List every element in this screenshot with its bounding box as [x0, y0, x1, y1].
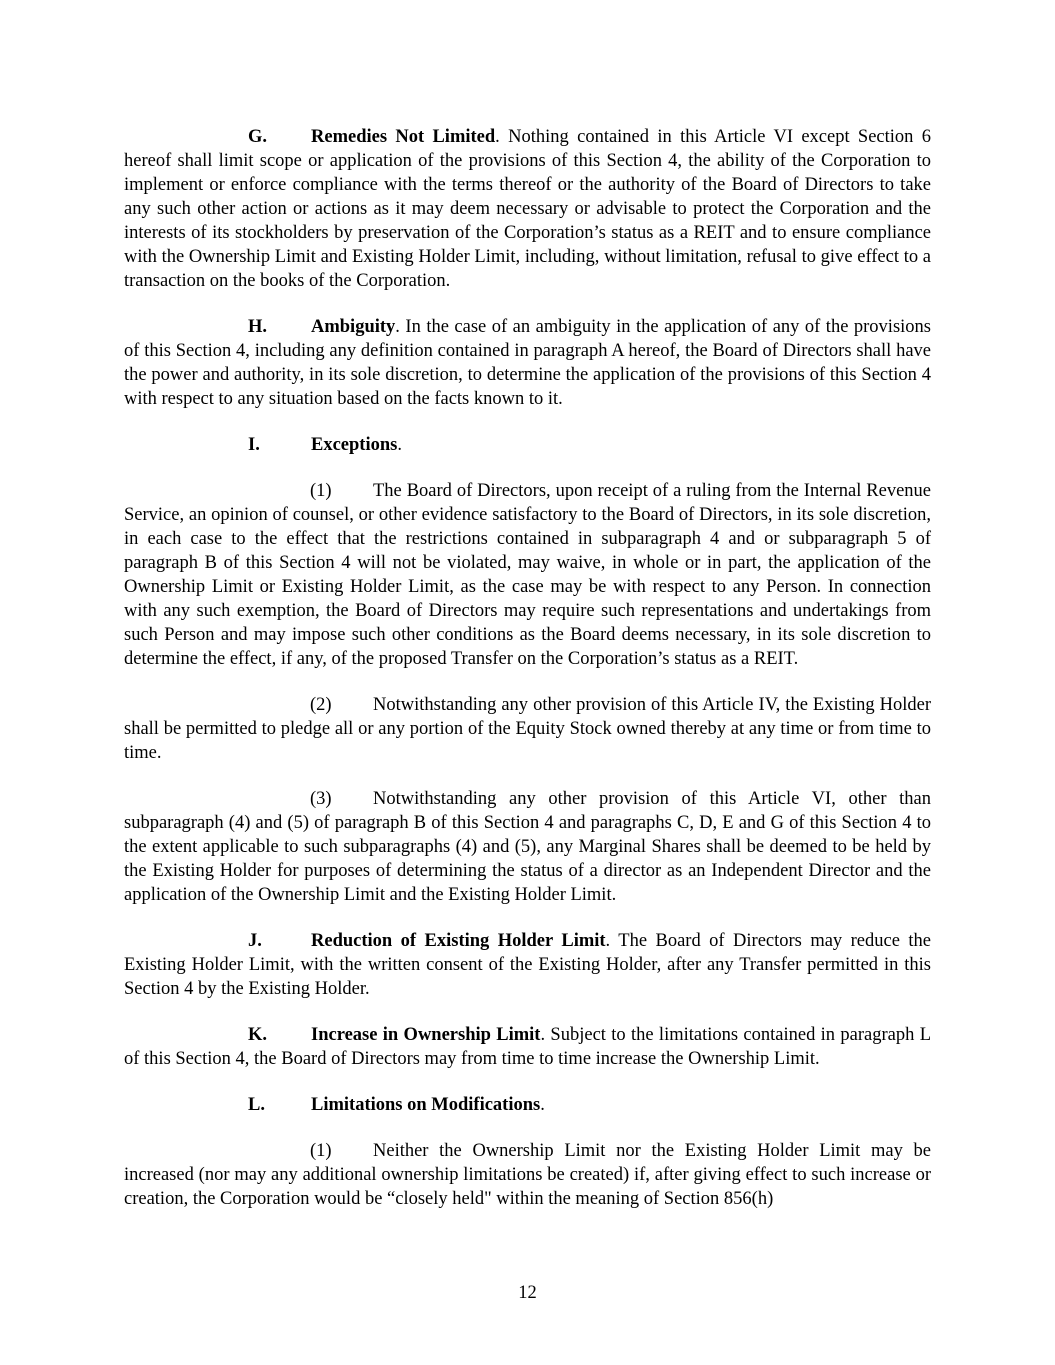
section-j-title: Reduction of Existing Holder Limit: [311, 931, 606, 951]
section-k-punct: .: [540, 1025, 546, 1045]
section-g-punct: .: [495, 127, 500, 147]
section-h-title: Ambiguity: [311, 317, 396, 337]
section-l-letter: L.: [248, 1095, 265, 1115]
section-i-heading: [124, 433, 931, 457]
section-g: [124, 125, 931, 293]
section-g-letter: G.: [248, 127, 268, 147]
section-i-sub-1-number: (1): [310, 481, 332, 501]
section-l-sub-1-body: Neither the Ownership Limit nor the Existing Holder Limit may be increased (nor may any additional ownership limitations be created) if, after giving effect to such increase or creation, the Corporation would be “closely held" within the meaning of Section 856(h): [124, 1141, 931, 1209]
section-i-sub-3-number: (3): [310, 789, 332, 809]
section-i-sub-2: [124, 693, 931, 765]
section-l-sub-1-number: (1): [310, 1141, 332, 1161]
section-h-punct: .: [395, 317, 400, 337]
section-j: [124, 929, 931, 1001]
section-k: [124, 1023, 931, 1071]
section-i-letter: I.: [248, 435, 260, 455]
section-i-sub-2-number: (2): [310, 695, 332, 715]
section-i-sub-1-body: The Board of Directors, upon receipt of a ruling from the Internal Revenue Service, an opinion of counsel, or other evidence satisfactory to the Board of Directors, in its sole discretion, in each case to the effect that the restrictions contained in subparagraph 4 and or subparagraph 5 of paragraph B of this Section 4 will not be violated, may waive, in whole or in part, the application of the Ownership Limit or Existing Holder Limit, as the case may be with respect to any Person. In connection with any such exemption, the Board of Directors may require such representations and undertakings from such Person and may impose such other conditions as the Board deems necessary, in its sole discretion to determine the effect, if any, of the proposed Transfer on the Corporation’s status as a REIT.: [124, 481, 931, 669]
section-j-body: The Board of Directors may reduce the Existing Holder Limit, with the written consent of the Existing Holder, after any Transfer permitted in this Section 4 by the Existing Holder.: [124, 931, 931, 999]
document-page: [124, 125, 931, 1233]
section-i-sub-2-body: Notwithstanding any other provision of this Article IV, the Existing Holder shall be permitted to pledge all or any portion of the Equity Stock owned thereby at any time or from time to time.: [124, 695, 931, 763]
section-i-punct: .: [397, 435, 402, 455]
section-l-title: Limitations on Modifications: [311, 1095, 541, 1115]
section-h: [124, 315, 931, 411]
section-k-title: Increase in Ownership Limit: [311, 1025, 541, 1045]
section-h-letter: H.: [248, 317, 268, 337]
section-i-title: Exceptions: [311, 435, 398, 455]
section-l-heading: [124, 1093, 931, 1117]
section-g-body: Nothing contained in this Article VI except Section 6 hereof shall limit scope or application of the provisions of this Section 4, the ability of the Corporation to implement or enforce compliance with the terms thereof or the authority of the Board of Directors to take any such other action or actions as it may deem necessary or advisable to protect the Corporation and the interests of its stockholders by preservation of the Corporation’s status as a REIT and to ensure compliance with the Ownership Limit and Existing Holder Limit, including, without limitation, refusal to give effect to a transaction on the books of the Corporation.: [124, 127, 932, 291]
section-j-punct: .: [605, 931, 611, 951]
section-g-title: Remedies Not Limited: [311, 127, 496, 147]
section-i-sub-1: [124, 479, 931, 671]
section-i-sub-3: [124, 787, 931, 907]
section-k-letter: K.: [248, 1025, 268, 1045]
section-k-body: Subject to the limitations contained in paragraph L of this Section 4, the Board of Directors may from time to time increase the Ownership Limit.: [124, 1025, 931, 1069]
section-h-body: In the case of an ambiguity in the application of any of the provisions of this Section 4, including any definition contained in paragraph A hereof, the Board of Directors shall have the power and authority, in its sole discretion, to determine the application of the provisions of this Section 4 with respect to any situation based on the facts known to it.: [124, 317, 931, 409]
section-j-letter: J.: [248, 931, 262, 951]
section-l-sub-1: [124, 1139, 931, 1211]
page-number: 12: [518, 1283, 537, 1303]
section-i-sub-3-body: Notwithstanding any other provision of this Article VI, other than subparagraph (4) and (5) of paragraph B of this Section 4 and paragraphs C, D, E and G of this Section 4 to the extent applicable to such subparagraphs (4) and (5), any Marginal Shares shall be deemed to be held by the Existing Holder for purposes of determining the status of a director as an Independent Director and the application of the Ownership Limit and the Existing Holder Limit.: [124, 789, 931, 905]
section-l-punct: .: [540, 1095, 545, 1115]
